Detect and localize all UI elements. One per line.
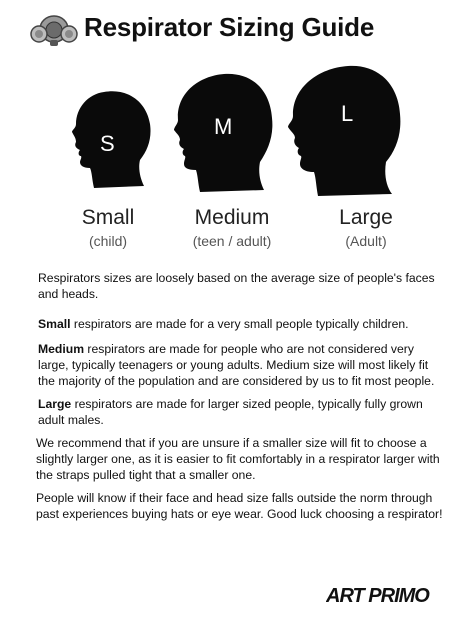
large-size-name: Large — [339, 206, 393, 229]
closing-paragraph — [36, 490, 444, 522]
medium-description: respirators are made for people who are not considered very large, typically teenagers or young adults. Medium size will most likely fit the majority of the population and are considered by us to fit most people. — [38, 342, 435, 388]
small-size-name: Small — [81, 206, 135, 229]
head-silhouettes — [0, 60, 474, 210]
respirator-mask-icon — [30, 10, 78, 48]
closing-text: People will know if their face and head size falls outside the norm through past experiences buying hats or eye wear. Good luck choosing a respirator! — [36, 491, 443, 521]
art-primo-logo — [326, 584, 448, 606]
page-title: Respirator Sizing Guide — [84, 12, 375, 42]
intro-text: Respirators sizes are loosely based on the average size of people's faces and heads. — [38, 271, 435, 301]
recommend-paragraph — [36, 435, 444, 483]
medium-size-name: Medium — [194, 206, 270, 229]
medium-bold-label: Medium — [38, 342, 85, 356]
small-paragraph — [38, 316, 446, 332]
large-bold-label: Large — [38, 397, 72, 411]
large-description: respirators are made for larger sized people, typically fully grown adult males. — [38, 397, 423, 427]
small-size-letter: S — [100, 131, 115, 156]
large-size-letter: L — [341, 101, 354, 126]
intro-paragraph — [38, 270, 446, 302]
small-description: respirators are made for a very small people typically children. — [70, 317, 409, 331]
medium-size-note: (teen / adult) — [192, 233, 272, 249]
large-head-silhouette — [288, 66, 400, 196]
small-size-note: (child) — [88, 233, 128, 249]
small-bold-label: Small — [38, 317, 71, 331]
large-size-note: (Adult) — [345, 233, 387, 249]
medium-paragraph — [38, 341, 446, 389]
recommend-text: We recommend that if you are unsure if a smaller size will fit to choose a slightly larger one, as it is easier to fit comfortably in a respirator larger with the straps pulled tight that a smaller one. — [36, 436, 440, 482]
large-paragraph — [38, 396, 446, 428]
medium-size-letter: M — [214, 114, 233, 139]
brand-logo-text: ART PRIMO — [326, 585, 429, 606]
